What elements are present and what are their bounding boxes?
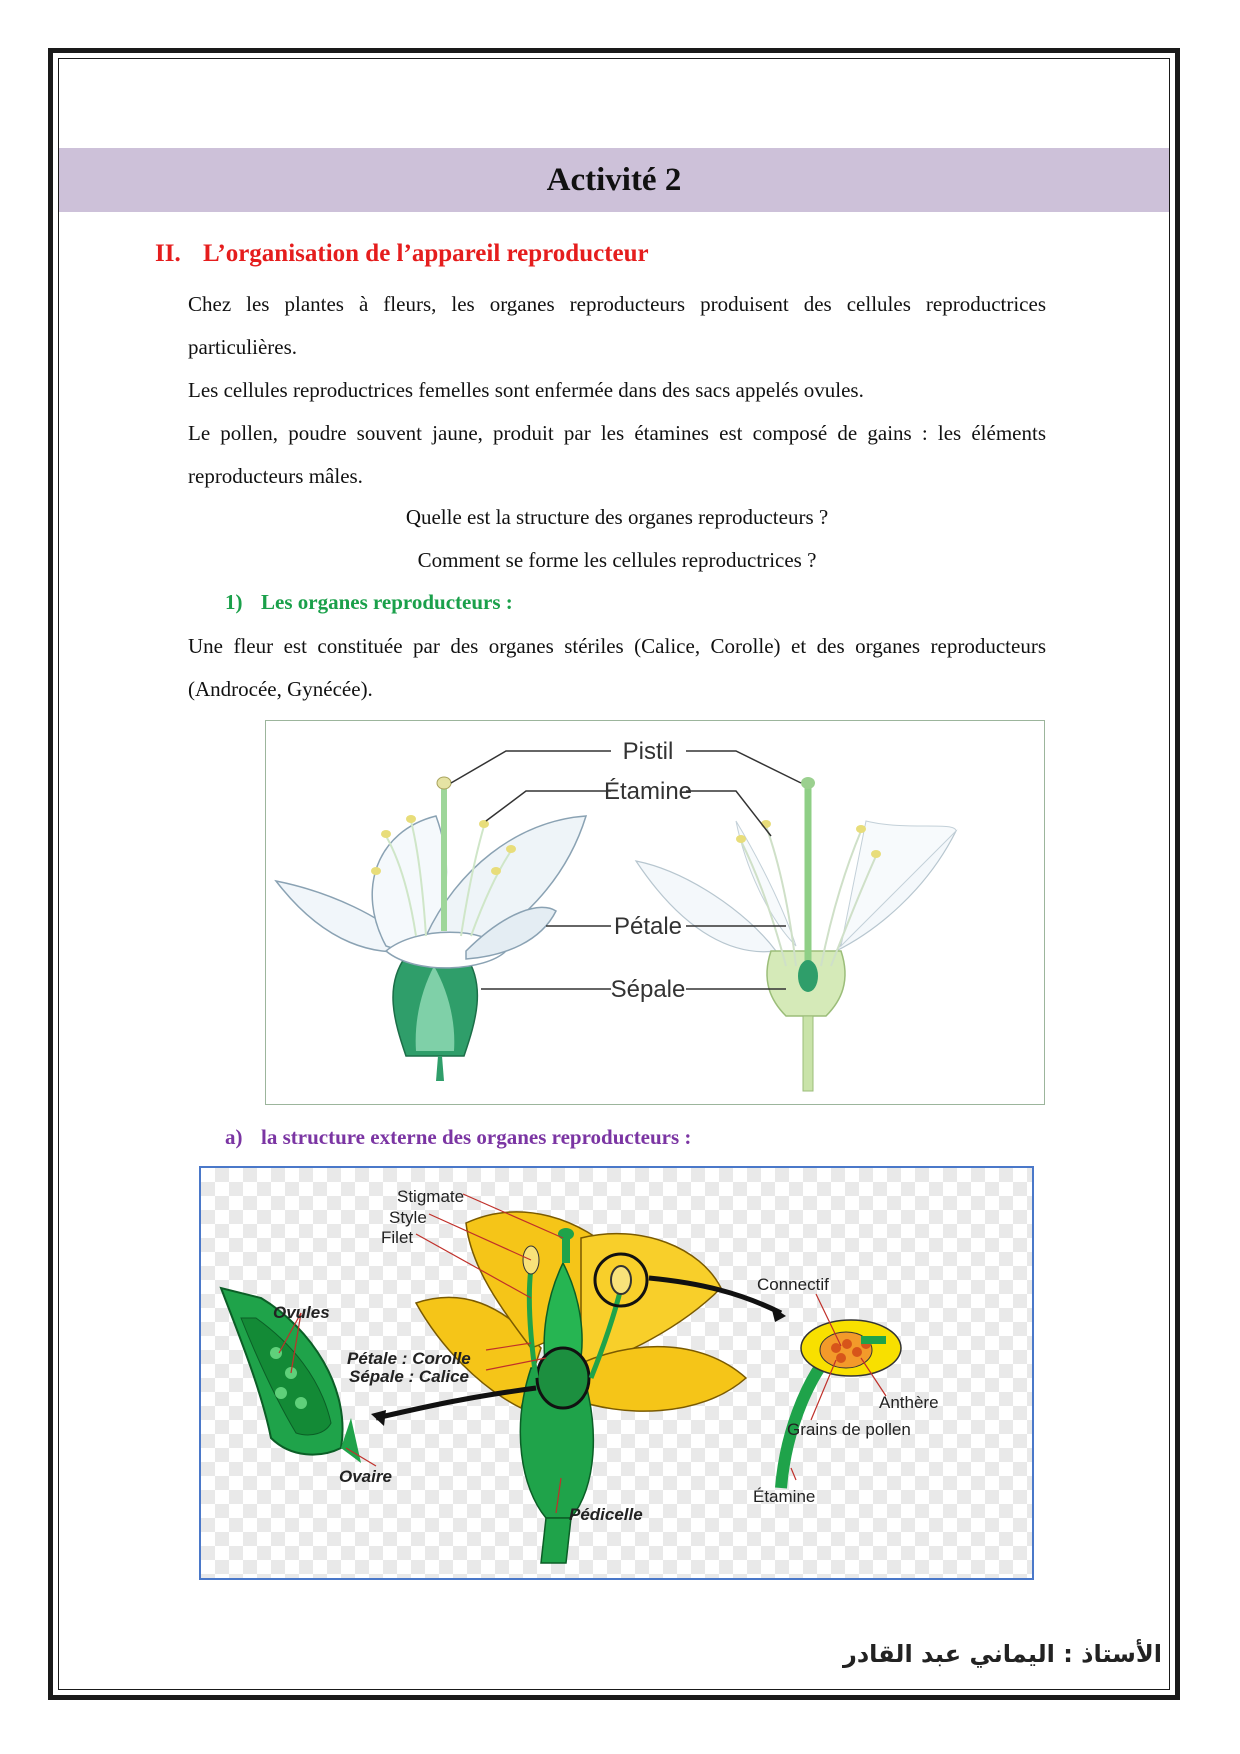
flower-section-view (636, 777, 956, 1091)
label-etamine: Étamine (753, 1487, 816, 1506)
label-petale-corolle: Pétale : Corolle (347, 1349, 471, 1368)
flower-illustration (266, 721, 1044, 1104)
label-style: Style (389, 1208, 427, 1227)
paragraph: Le pollen, poudre souvent jaune, produit par les étamines est composé de gains : les éléments reproducteurs mâles. (188, 421, 1046, 488)
label-connectif: Connectif (757, 1275, 829, 1294)
flower-external-view (276, 777, 586, 1081)
page-title: Activité 2 (546, 161, 682, 198)
flower-figure (265, 720, 1045, 1105)
label-sepale: Sépale (610, 976, 686, 1003)
subsection-number: 1) (225, 590, 243, 614)
subsection-title: Les organes reproducteurs : (261, 590, 513, 614)
subsection1-text: Une fleur est constituée par des organes stériles (Calice, Corolle) et des organes reproducteurs (Androcée, Gynécée). (188, 634, 1046, 701)
section-number: II. (155, 240, 181, 267)
question: Quelle est la structure des organes reproducteurs ? (405, 505, 829, 529)
question: Comment se forme les cellules reproductrices ? (417, 548, 817, 572)
subsection-number: a) (225, 1125, 243, 1149)
paragraph: Les cellules reproductrices femelles sont enfermée dans des sacs appelés ovules. (188, 378, 864, 402)
subsection-heading-a (225, 1125, 691, 1150)
label-stigmate: Stigmate (397, 1187, 465, 1206)
paragraph: Chez les plantes à fleurs, les organes reproducteurs produisent des cellules reproductrices particulières. (188, 292, 1046, 359)
label-grains-pollen: Grains de pollen (787, 1420, 911, 1439)
subsection-title: la structure externe des organes reproducteurs : (261, 1125, 692, 1149)
title-band (59, 148, 1169, 212)
label-anthere: Anthère (879, 1393, 939, 1412)
intro-paragraphs (188, 283, 1046, 498)
author-signature: الأستاذ : اليماني عبد القادر (843, 1640, 1162, 1668)
label-filet: Filet (381, 1228, 414, 1247)
label-sepale-calice: Sépale : Calice (349, 1367, 470, 1386)
label-pistil: Pistil (622, 738, 674, 765)
label-pedicelle: Pédicelle (569, 1505, 643, 1524)
label-ovules: Ovules (273, 1303, 330, 1322)
label-petale: Pétale (613, 913, 683, 940)
reproductive-organs-figure (199, 1166, 1034, 1580)
section-title: L’organisation de l’appareil reproducteur (203, 240, 649, 267)
label-ovaire: Ovaire (339, 1467, 392, 1486)
reproductive-organs-illustration (201, 1168, 1032, 1578)
label-etamine: Étamine (603, 778, 693, 805)
subsection-heading-1 (225, 590, 513, 615)
section-heading (155, 240, 649, 268)
